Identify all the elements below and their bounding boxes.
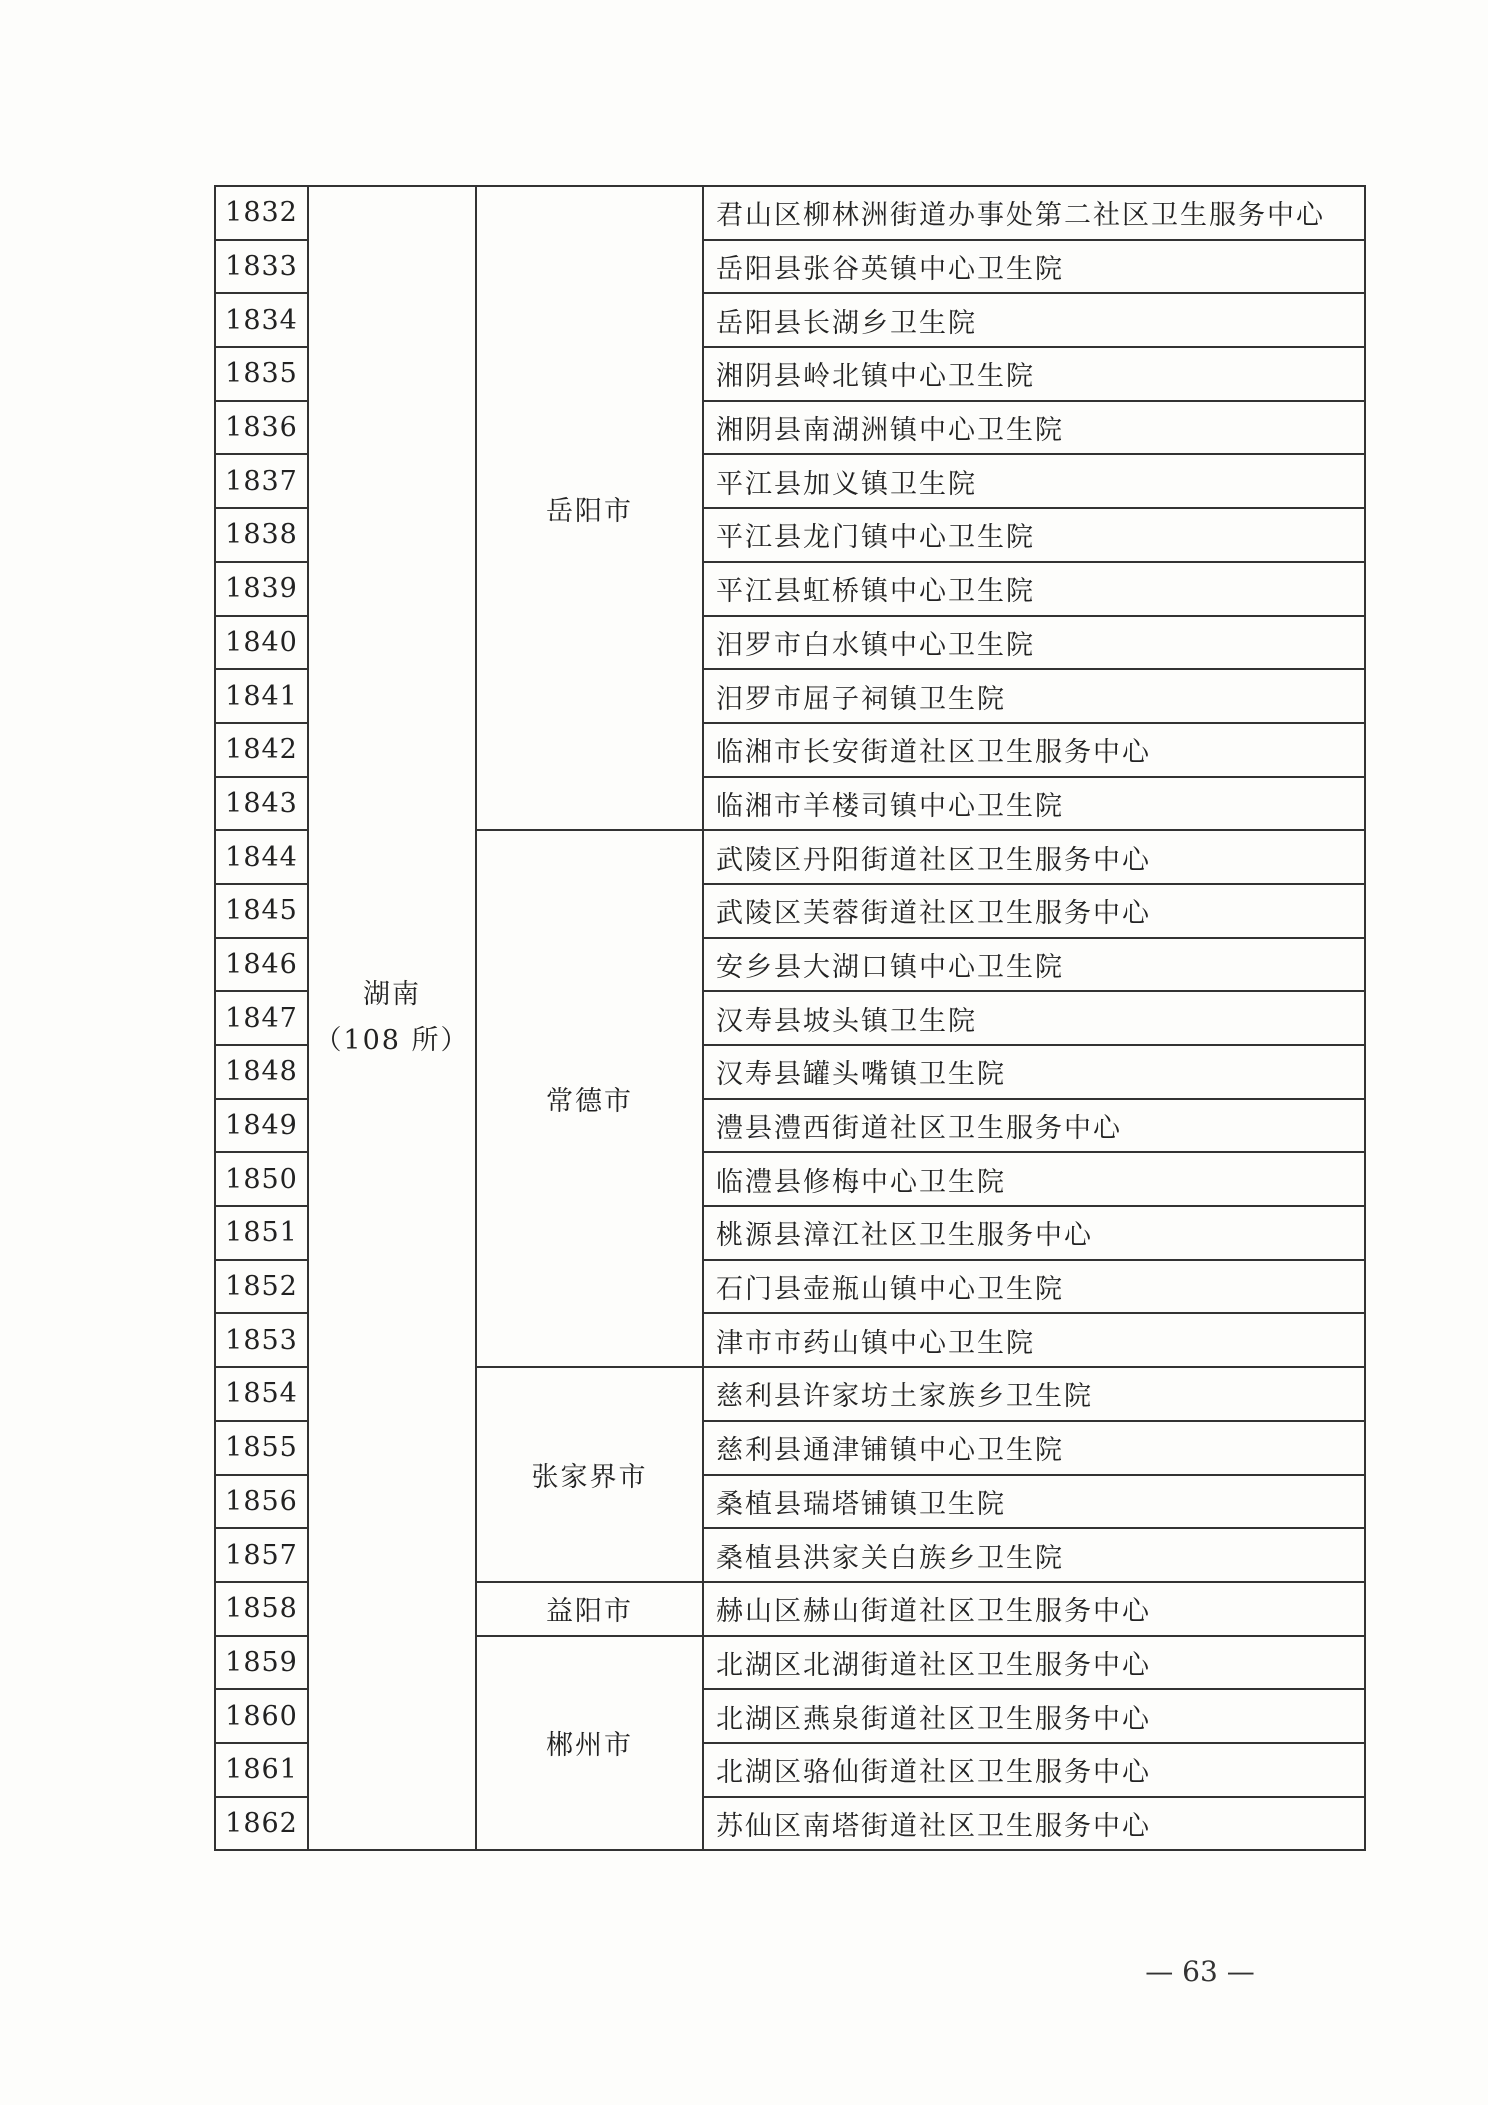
row-number: 1857	[215, 1528, 308, 1582]
institution-name: 湘阴县南湖洲镇中心卫生院	[703, 401, 1365, 455]
institution-name: 安乡县大湖口镇中心卫生院	[703, 938, 1365, 992]
institution-name: 平江县加义镇卫生院	[703, 454, 1365, 508]
province-count: （108 所）	[314, 1025, 470, 1057]
row-number: 1849	[215, 1099, 308, 1153]
row-number: 1851	[215, 1206, 308, 1260]
row-number: 1837	[215, 454, 308, 508]
row-number: 1846	[215, 938, 308, 992]
institution-name: 临湘市长安街道社区卫生服务中心	[703, 723, 1365, 777]
row-number: 1839	[215, 562, 308, 616]
institution-name: 澧县澧西街道社区卫生服务中心	[703, 1099, 1365, 1153]
city-cell: 岳阳市	[476, 186, 703, 830]
institution-name: 临湘市羊楼司镇中心卫生院	[703, 777, 1365, 831]
institution-name: 慈利县许家坊土家族乡卫生院	[703, 1367, 1365, 1421]
institution-name: 石门县壶瓶山镇中心卫生院	[703, 1260, 1365, 1314]
row-number: 1843	[215, 777, 308, 831]
institution-name: 北湖区骆仙街道社区卫生服务中心	[703, 1743, 1365, 1797]
row-number: 1850	[215, 1152, 308, 1206]
row-number: 1861	[215, 1743, 308, 1797]
institution-name: 岳阳县长湖乡卫生院	[703, 293, 1365, 347]
province-cell	[308, 186, 476, 1850]
page-number: — 63 —	[1145, 1955, 1255, 1988]
institution-name: 慈利县通津铺镇中心卫生院	[703, 1421, 1365, 1475]
row-number: 1852	[215, 1260, 308, 1314]
row-number: 1841	[215, 669, 308, 723]
city-cell: 郴州市	[476, 1636, 703, 1851]
city-cell: 常德市	[476, 830, 703, 1367]
institution-name: 汨罗市屈子祠镇卫生院	[703, 669, 1365, 723]
row-number: 1845	[215, 884, 308, 938]
row-number: 1860	[215, 1689, 308, 1743]
province-name: 湖南	[363, 979, 421, 1011]
institution-name: 君山区柳林洲街道办事处第二社区卫生服务中心	[703, 186, 1365, 240]
row-number: 1862	[215, 1797, 308, 1851]
institution-name: 桃源县漳江社区卫生服务中心	[703, 1206, 1365, 1260]
institution-name: 北湖区北湖街道社区卫生服务中心	[703, 1636, 1365, 1690]
row-number: 1854	[215, 1367, 308, 1421]
row-number: 1834	[215, 293, 308, 347]
institution-name: 岳阳县张谷英镇中心卫生院	[703, 240, 1365, 294]
row-number: 1844	[215, 830, 308, 884]
institution-name: 湘阴县岭北镇中心卫生院	[703, 347, 1365, 401]
institution-name: 临澧县修梅中心卫生院	[703, 1152, 1365, 1206]
institution-name: 津市市药山镇中心卫生院	[703, 1313, 1365, 1367]
institution-name: 汨罗市白水镇中心卫生院	[703, 616, 1365, 670]
row-number: 1832	[215, 186, 308, 240]
institution-name: 武陵区丹阳街道社区卫生服务中心	[703, 830, 1365, 884]
institution-name: 汉寿县罐头嘴镇卫生院	[703, 1045, 1365, 1099]
institution-table-body	[215, 186, 1365, 1850]
row-number: 1835	[215, 347, 308, 401]
row-number: 1842	[215, 723, 308, 777]
institution-name: 苏仙区南塔街道社区卫生服务中心	[703, 1797, 1365, 1851]
institution-name: 赫山区赫山街道社区卫生服务中心	[703, 1582, 1365, 1636]
institution-name: 桑植县洪家关白族乡卫生院	[703, 1528, 1365, 1582]
institution-name: 平江县虹桥镇中心卫生院	[703, 562, 1365, 616]
institution-name: 桑植县瑞塔铺镇卫生院	[703, 1475, 1365, 1529]
institution-name: 汉寿县坡头镇卫生院	[703, 991, 1365, 1045]
row-number: 1859	[215, 1636, 308, 1690]
row-number: 1840	[215, 616, 308, 670]
row-number: 1838	[215, 508, 308, 562]
institution-name: 平江县龙门镇中心卫生院	[703, 508, 1365, 562]
institution-name: 武陵区芙蓉街道社区卫生服务中心	[703, 884, 1365, 938]
city-cell: 张家界市	[476, 1367, 703, 1582]
row-number: 1848	[215, 1045, 308, 1099]
row-number: 1855	[215, 1421, 308, 1475]
row-number: 1836	[215, 401, 308, 455]
institution-name: 北湖区燕泉街道社区卫生服务中心	[703, 1689, 1365, 1743]
row-number: 1853	[215, 1313, 308, 1367]
row-number: 1856	[215, 1475, 308, 1529]
row-number: 1858	[215, 1582, 308, 1636]
table-row	[215, 186, 1365, 240]
row-number: 1833	[215, 240, 308, 294]
row-number: 1847	[215, 991, 308, 1045]
city-cell: 益阳市	[476, 1582, 703, 1636]
institution-table	[214, 185, 1366, 1851]
